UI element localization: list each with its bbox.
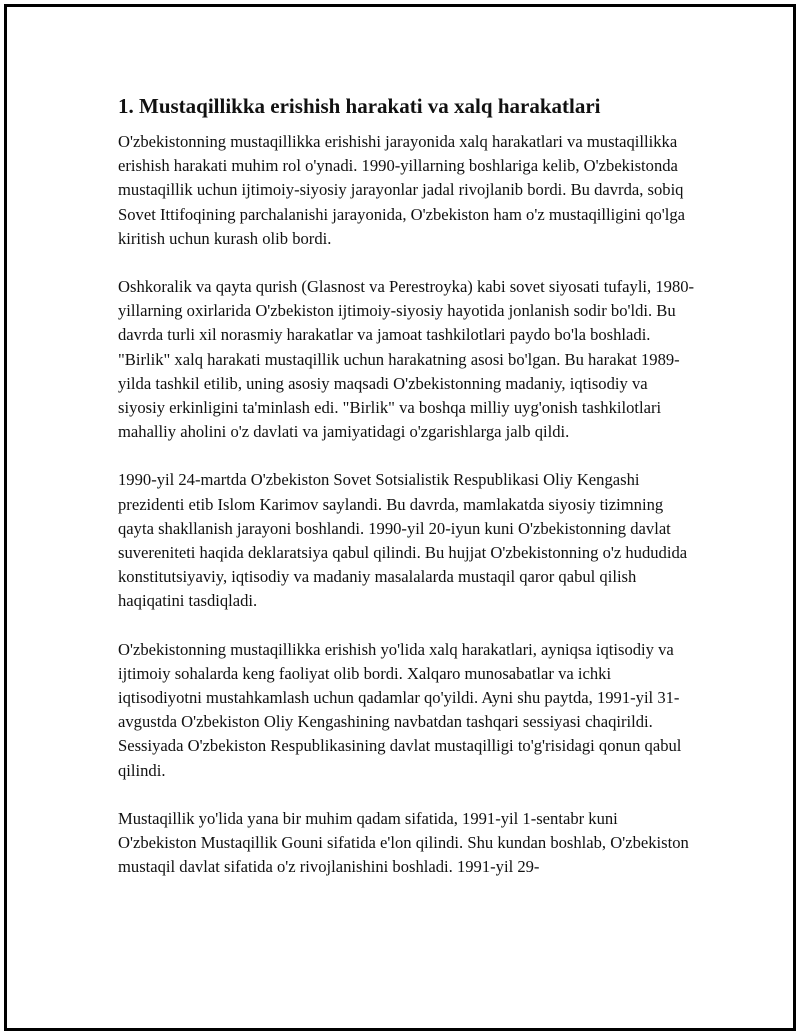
- document-body: [118, 92, 698, 879]
- paragraph-2: Oshkoralik va qayta qurish (Glasnost va Perestroyka) kabi sovet siyosati tufayli, 1980-yillarning oxirlarida O'zbekiston ijtimoiy-siyosiy hayotida jonlanish sodir bo'ldi. Bu davrda turli xil norasmiy harakatlar va jamoat tashkilotlari paydo bo'la boshladi. "Birlik" xalq harakati mustaqillik uchun harakatning asosi bo'lgan. Bu harakat 1989-yilda tashkil etilib, uning asosiy maqsadi O'zbekistonning madaniy, iqtisodiy va siyosiy erkinligini ta'minlash edi. "Birlik" va boshqa milliy uyg'onish tashkilotlari mahalliy aholini o'z davlati va jamiyatidagi o'zgarishlarga jalb qildi.: [118, 277, 695, 442]
- paragraph-5: Mustaqillik yo'lida yana bir muhim qadam sifatida, 1991-yil 1-sentabr kuni O'zbekiston Mustaqillik Gouni sifatida e'lon qilindi. Shu kundan boshlab, O'zbekiston mustaqil davlat sifatida o'z rivojlanishini boshladi. 1991-yil 29-: [118, 808, 689, 877]
- section-heading: 1. Mustaqillikka erishish harakati va xalq harakatlari: [118, 94, 601, 118]
- paragraph-4: O'zbekistonning mustaqillikka erishish yo'lida xalq harakatlari, ayniqsa iqtisodiy va ijtimoiy sohalarda keng faoliyat olib bordi. Xalqaro munosabatlar va ichki iqtisodiyotni mustahkamlash uchun qadamlar qo'yildi. Ayni shu paytda, 1991-yil 31-avgustda O'zbekiston Oliy Kengashining navbatdan tashqari sessiyasi chaqirildi. Sessiyada O'zbekiston Respublikasining davlat mustaqilligi to'g'risidagi qonun qabul qilindi.: [118, 639, 682, 780]
- paragraph-3: 1990-yil 24-martda O'zbekiston Sovet Sotsialistik Respublikasi Oliy Kengashi prezidenti etib Islom Karimov saylandi. Bu davrda, mamlakatda siyosiy tizimning qayta shakllanish jarayoni boshlandi. 1990-yil 20-iyun kuni O'zbekistonning davlat suvereniteti haqida deklaratsiya qabul qilindi. Bu hujjat O'zbekistonning o'z hududida konstitutsiyaviy, iqtisodiy va madaniy masalalarda mustaqil qaror qabul qilish haqiqatini tasdiqladi.: [118, 470, 688, 611]
- paragraph-1: O'zbekistonning mustaqillikka erishishi jarayonida xalq harakatlari va mustaqillikka erishish harakati muhim rol o'ynadi. 1990-yillarning boshlariga kelib, O'zbekistonda mustaqillik uchun ijtimoiy-siyosiy jarayonlar jadal rivojlanib bordi. Bu davrda, sobiq Sovet Ittifoqining parchalanishi jarayonida, O'zbekiston ham o'z mustaqilligini qo'lga kiritish uchun kurash olib bordi.: [118, 132, 686, 248]
